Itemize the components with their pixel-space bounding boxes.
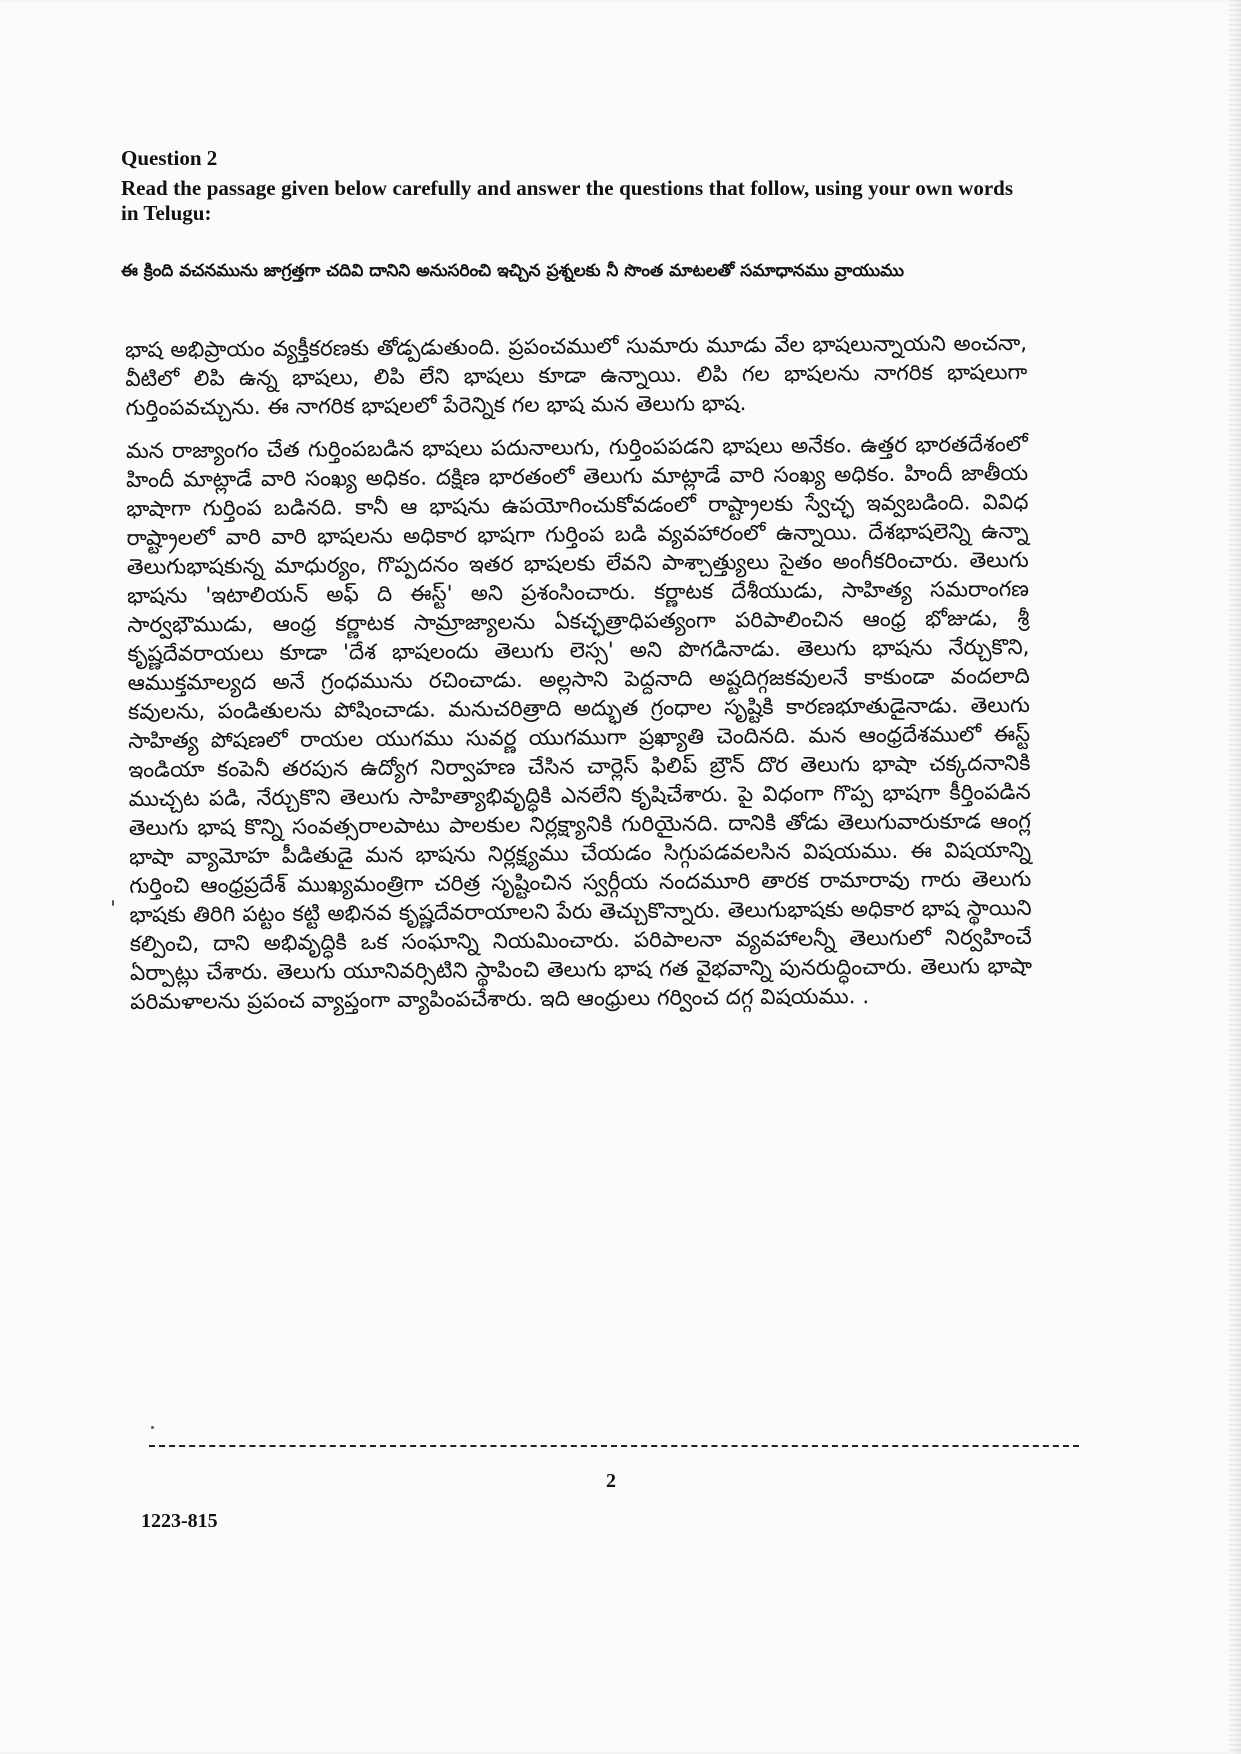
footer-divider xyxy=(149,1445,1079,1447)
scan-speck xyxy=(112,900,114,906)
page-edge xyxy=(1229,0,1241,1754)
scan-speck xyxy=(151,1426,154,1429)
instruction-english: Read the passage given below carefully and answer the questions that follow, using your own words in Telugu: xyxy=(121,176,1013,225)
page-number: 2 xyxy=(606,1470,616,1492)
question-title: Question 2 xyxy=(121,146,218,170)
passage-paragraph-1: భాష అభిప్రాయం వ్యక్తీకరణకు తోడ్పడుతుంది. ప్రపంచములో సుమారు మూడు వేల భాషలున్నాయని అంచనా, వీటిలో లిపి ఉన్న భాషలు, లిపి లేని భాషలు కూడా ఉన్నాయి. లిపి గల భాషలను నాగరిక భాషలుగా గుర్తింపవచ్చును. ఈ నాగరిక భాషలలో పేరెన్నిక గల భాష మన తెలుగు భాష. xyxy=(125,330,1028,421)
paper-code: 1223-815 xyxy=(141,1510,218,1532)
passage-paragraph-2: మన రాజ్యాంగం చేత గుర్తింపబడిన భాషలు పదునాలుగు, గుర్తింపపడని భాషలు అనేకం. ఉత్తర భారతదేశంలో హిందీ మాట్లాడే వారి సంఖ్య అధికం. దక్షిణ భారతంలో తెలుగు మాట్లాడే వారి సంఖ్య అధికం. హిందీ జాతీయ భాషాగా గుర్తింప బడినది. కానీ ఆ భాషను ఉపయోగించుకోవడంలో రాష్ట్రాలకు స్వేచ్ఛ ఇవ్వబడింది. వివిధ రాష్ట్రాలలో వారి వారి భాషలను అధికార భాషగా గుర్తింప బడి వ్యవహారంలో ఉన్నాయి. దేశభాషలెన్ని ఉన్నా తెలుగుభాషకున్న మాధుర్యం, గొప్పదనం ఇతర భాషలకు లేవని పాశ్చాత్త్యులు సైతం అంగీకరించారు. తెలుగు భాషను 'ఇటాలియన్ అఫ్ ది ఈస్ట్' అని ప్రశంసించారు. కర్ణాటక దేశీయుడు, సాహిత్య సమరాంగణ సార్వభౌముడు, ఆంధ్ర కర్ణాటక సామ్రాజ్యాలను ఏకచ్ఛత్రాధిపత్యంగా పరిపాలించిన ఆంధ్ర భోజుడు, శ్రీ కృష్ణదేవరాయలు కూడా 'దేశ భాషలందు తెలుగు లెస్స' అని పొగడినాడు. తెలుగు భాషను నేర్చుకొని, ఆముక్తమాల్యద అనే గ్రంధమును రచించాడు. అల్లసాని పెద్దనాది అష్టదిగ్గజకవులనే కాకుండా వందలాది కవులను, పండితులను పోషించాడు. మనుచరిత్రాది అద్భుత గ్రంధాల సృష్టికి కారణభూతుడైనాడు. తెలుగు సాహిత్య పోషణలో రాయల యుగము సువర్ణ యుగముగా ప్రఖ్యాతి చెందినది. మన ఆంధ్రదేశములో ఈస్ట్ ఇండియా కంపెనీ తరపున ఉద్యోగ నిర్వాహణ చేసిన చార్లెస్ ఫిలిప్ బ్రౌన్ దొర తెలుగు భాషా చక్కదనానికి ముచ్చట పడి, నేర్చుకొని తెలుగు సాహిత్యాభివృద్ధికి ఎనలేని కృషిచేశారు. పై విధంగా గొప్ప భాషగా కీర్తింపడిన తెలుగు భాష కొన్ని సంవత్సరాలపాటు పాలకుల నిర్లక్ష్యానికి గురియైనది. దానికి తోడు తెలుగువారుకూడ ఆంగ్ల భాషా వ్యామోహ పీడితుడై మన భాషను నిర్లక్ష్యము చేయడం సిగ్గుపడవలసిన విషయము. ఈ విషయాన్ని గుర్తించి ఆంధ్రప్రదేశ్ ముఖ్యమంత్రిగా చరిత్ర సృష్టించిన స్వర్గీయ నందమూరి తారక రామారావు గారు తెలుగు భాషకు తిరిగి పట్టం కట్టి అభినవ కృష్ణదేవరాయాలని పేరు తెచ్చుకొన్నారు. తెలుగుభాషకు అధికార భాష స్థాయిని కల్పించి, దాని అభివృద్ధికి ఒక సంఘాన్ని నియమించారు. పరిపాలనా వ్యవహాలన్నీ తెలుగులో నిర్వహించే ఏర్పాట్లు చేశారు. తెలుగు యూనివర్సిటిని స్థాపించి తెలుగు భాష గత వైభవాన్ని పునరుద్ధించారు. తెలుగు భాషా పరిమళాలను ప్రపంచ వ్యాప్తంగా వ్యాపింపచేశారు. ఇది ఆంధ్రులు గర్వించ దగ్గ విషయము. . xyxy=(125,431,1033,1015)
instruction-telugu: ఈ క్రింది వచనమును జాగ్రత్తగా చదివి దానిని అనుసరించి ఇచ్చిన ప్రశ్నలకు నీ సొంత మాటలతో సమాధానము వ్రాయుము xyxy=(121,261,904,281)
telugu-passage xyxy=(125,329,1032,1031)
